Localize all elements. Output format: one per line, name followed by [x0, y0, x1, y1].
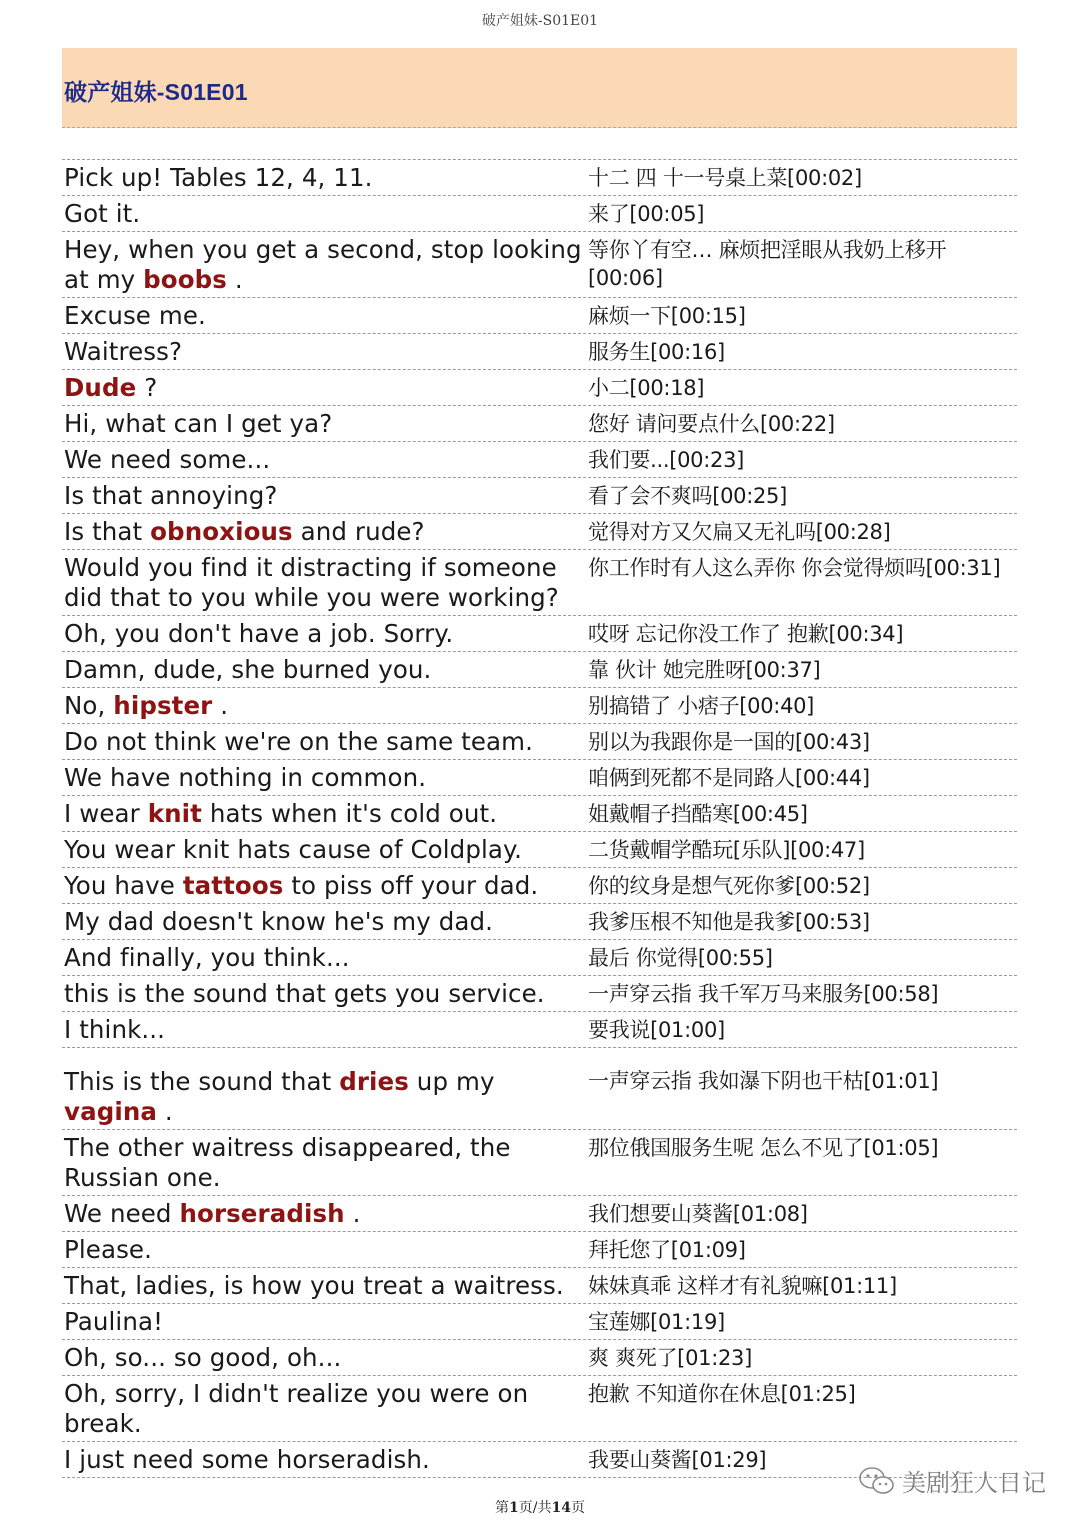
chinese-line: 等你丫有空… 麻烦把淫眼从我奶上移开[00:06] — [588, 238, 947, 290]
english-line — [62, 196, 588, 231]
subtitle-row — [62, 868, 1017, 904]
english-text: You have — [64, 871, 183, 900]
english-text: up my — [408, 1067, 495, 1096]
subtitle-row — [62, 442, 1017, 478]
subtitle-row — [62, 724, 1017, 760]
subtitle-row — [62, 1340, 1017, 1376]
subtitle-row — [62, 688, 1017, 724]
english-text: . — [212, 691, 229, 720]
english-line — [62, 442, 588, 477]
english-line — [62, 652, 588, 687]
english-text: We have nothing in common. — [64, 763, 427, 792]
english-line — [62, 760, 588, 795]
chinese-line: 我们想要山葵酱[01:08] — [588, 1202, 808, 1226]
vocab-highlight: horseradish — [179, 1199, 345, 1228]
english-line — [62, 832, 588, 867]
subtitle-row — [62, 1130, 1017, 1196]
chinese-line: 觉得对方又欠扁又无礼吗[00:28] — [588, 520, 891, 544]
english-text: to piss off your dad. — [283, 871, 539, 900]
subtitle-row — [62, 940, 1017, 976]
chinese-line: 服务生[00:16] — [588, 340, 725, 364]
english-text: Do not think we're on the same team. — [64, 727, 533, 756]
title-band — [62, 48, 1017, 128]
chinese-line: 麻烦一下[00:15] — [588, 304, 746, 328]
english-text: Paulina! — [64, 1307, 163, 1336]
footer-middle: 页/共 — [518, 1500, 552, 1516]
english-line — [62, 406, 588, 441]
chinese-line: 别以为我跟你是一国的[00:43] — [588, 730, 870, 754]
english-text: hats when it's cold out. — [201, 799, 498, 828]
english-line — [62, 796, 588, 831]
subtitle-row — [62, 1048, 1017, 1130]
english-text: Oh, so... so good, oh... — [64, 1343, 342, 1372]
english-text: And finally, you think... — [64, 943, 350, 972]
subtitle-row — [62, 760, 1017, 796]
english-text: The other waitress disappeared, the Russian one. — [64, 1133, 511, 1192]
subtitle-row — [62, 514, 1017, 550]
english-line — [62, 1130, 588, 1195]
chinese-line: 一声穿云指 我如瀑下阴也干枯[01:01] — [588, 1069, 939, 1093]
english-text: Is that — [64, 517, 151, 546]
english-text: ? — [136, 373, 158, 402]
watermark — [858, 1463, 1046, 1498]
chinese-line: 爽 爽死了[01:23] — [588, 1346, 752, 1370]
chinese-line: 咱俩到死都不是同路人[00:44] — [588, 766, 870, 790]
english-text: You wear knit hats cause of Coldplay. — [64, 835, 522, 864]
subtitle-row — [62, 550, 1017, 616]
english-line — [62, 976, 588, 1011]
english-text: That, ladies, is how you treat a waitress. — [64, 1271, 564, 1300]
subtitle-row — [62, 616, 1017, 652]
chinese-line: 姐戴帽子挡酷寒[00:45] — [588, 802, 808, 826]
subtitle-row — [62, 160, 1017, 196]
english-text: Hey, when you get a second, stop looking at my — [64, 235, 582, 294]
english-line — [62, 1268, 588, 1303]
subtitle-row — [62, 370, 1017, 406]
subtitle-row — [62, 298, 1017, 334]
subtitle-row — [62, 796, 1017, 832]
subtitle-row — [62, 904, 1017, 940]
english-text: Excuse me. — [64, 301, 206, 330]
subtitle-row — [62, 1232, 1017, 1268]
english-text: Pick up! Tables 12, 4, 11. — [64, 163, 373, 192]
english-text: This is the sound that — [64, 1067, 340, 1096]
english-line — [62, 514, 588, 549]
english-text: Would you find it distracting if someone did that to you while you were working? — [64, 553, 559, 612]
english-line — [62, 1012, 588, 1047]
english-line — [62, 1304, 588, 1339]
english-text: Oh, sorry, I didn't realize you were on break. — [64, 1379, 529, 1438]
english-line — [62, 298, 588, 333]
page-footer — [0, 1497, 1080, 1517]
watermark-text: 美剧狂人日记 — [902, 1469, 1046, 1497]
english-text: I just need some horseradish. — [64, 1445, 430, 1474]
subtitle-row — [62, 832, 1017, 868]
english-text: We need some... — [64, 445, 271, 474]
chinese-line: 十二 四 十一号桌上菜[00:02] — [588, 166, 862, 190]
english-line — [62, 550, 588, 615]
chinese-line: 最后 你觉得[00:55] — [588, 946, 773, 970]
subtitle-row — [62, 976, 1017, 1012]
english-line — [62, 940, 588, 975]
chinese-line: 抱歉 不知道你在休息[01:25] — [588, 1382, 856, 1406]
vocab-highlight: obnoxious — [150, 517, 293, 546]
english-text: . — [344, 1199, 361, 1228]
subtitle-row — [62, 1304, 1017, 1340]
chinese-line: 来了[00:05] — [588, 202, 705, 226]
chinese-line: 看了会不爽吗[00:25] — [588, 484, 788, 508]
english-line — [62, 688, 588, 723]
english-line — [62, 1196, 588, 1231]
subtitle-row — [62, 1268, 1017, 1304]
english-text: . — [157, 1097, 173, 1126]
footer-page-number: 1 — [509, 1500, 519, 1516]
english-text: Is that annoying? — [64, 481, 278, 510]
vocab-highlight: dries — [339, 1067, 409, 1096]
subtitle-row — [62, 1196, 1017, 1232]
english-text: Hi, what can I get ya? — [64, 409, 333, 438]
chinese-line: 拜托您了[01:09] — [588, 1238, 746, 1262]
english-line — [62, 724, 588, 759]
subtitle-row — [62, 1012, 1017, 1048]
chinese-line: 您好 请问要点什么[00:22] — [588, 412, 835, 436]
subtitle-row — [62, 232, 1017, 298]
english-line — [62, 160, 588, 195]
chinese-line: 小二[00:18] — [588, 376, 705, 400]
english-text: Oh, you don't have a job. Sorry. — [64, 619, 454, 648]
chinese-line: 妹妹真乖 这样才有礼貌嘛[01:11] — [588, 1274, 897, 1298]
subtitle-table — [62, 159, 1017, 1478]
english-text: . — [227, 265, 243, 294]
english-text: I wear — [64, 799, 148, 828]
chinese-line: 我们要...[00:23] — [588, 448, 745, 472]
english-line — [62, 370, 588, 405]
english-line — [62, 478, 588, 513]
english-text: Please. — [64, 1235, 152, 1264]
subtitle-row — [62, 406, 1017, 442]
chinese-line: 我要山葵酱[01:29] — [588, 1448, 767, 1472]
english-text: Waitress? — [64, 337, 183, 366]
chinese-line: 靠 伙计 她完胜呀[00:37] — [588, 658, 821, 682]
english-line — [62, 904, 588, 939]
english-line — [62, 616, 588, 651]
chinese-line: 那位俄国服务生呢 怎么不见了[01:05] — [588, 1136, 939, 1160]
chinese-line: 哎呀 忘记你没工作了 抱歉[00:34] — [588, 622, 904, 646]
vocab-highlight: vagina — [64, 1097, 158, 1126]
subtitle-row — [62, 1376, 1017, 1442]
subtitle-row — [62, 196, 1017, 232]
chinese-line: 一声穿云指 我千军万马来服务[00:58] — [588, 982, 939, 1006]
english-text: We need — [64, 1199, 180, 1228]
english-text: and rude? — [292, 517, 425, 546]
subtitle-row — [62, 478, 1017, 514]
english-line — [62, 868, 588, 903]
document-title: 破产姐妹-S01E01 — [64, 79, 248, 105]
english-text: Damn, dude, she burned you. — [64, 655, 432, 684]
vocab-highlight: hipster — [113, 691, 213, 720]
english-text: this is the sound that gets you service. — [64, 979, 545, 1008]
subtitle-row — [62, 652, 1017, 688]
wechat-icon — [858, 1466, 896, 1496]
english-line — [62, 1376, 588, 1441]
vocab-highlight: tattoos — [182, 871, 284, 900]
chinese-line: 你工作时有人这么弄你 你会觉得烦吗[00:31] — [588, 556, 1001, 580]
english-text: My dad doesn't know he's my dad. — [64, 907, 494, 936]
footer-prefix: 第 — [495, 1500, 510, 1516]
chinese-line: 我爹压根不知他是我爹[00:53] — [588, 910, 870, 934]
english-line — [62, 232, 588, 297]
chinese-line: 要我说[01:00] — [588, 1018, 725, 1042]
english-line — [62, 1442, 588, 1477]
vocab-highlight: boobs — [143, 265, 227, 294]
chinese-line: 你的纹身是想气死你爹[00:52] — [588, 874, 870, 898]
english-line — [62, 334, 588, 369]
vocab-highlight: knit — [147, 799, 202, 828]
english-line — [62, 1232, 588, 1267]
english-line — [62, 1340, 588, 1375]
footer-total-pages: 14 — [551, 1500, 571, 1516]
vocab-highlight: Dude — [64, 373, 137, 402]
subtitle-row — [62, 334, 1017, 370]
page-header: 破产姐妹-S01E01 — [481, 13, 599, 29]
chinese-line: 二货戴帽学酷玩[乐队][00:47] — [588, 838, 865, 862]
english-text: No, — [64, 691, 114, 720]
chinese-line: 别搞错了 小痞子[00:40] — [588, 694, 815, 718]
chinese-line: 宝莲娜[01:19] — [588, 1310, 725, 1334]
footer-suffix: 页 — [570, 1500, 585, 1516]
english-text: I think... — [64, 1015, 166, 1044]
english-line — [62, 1048, 588, 1129]
english-text: Got it. — [64, 199, 141, 228]
